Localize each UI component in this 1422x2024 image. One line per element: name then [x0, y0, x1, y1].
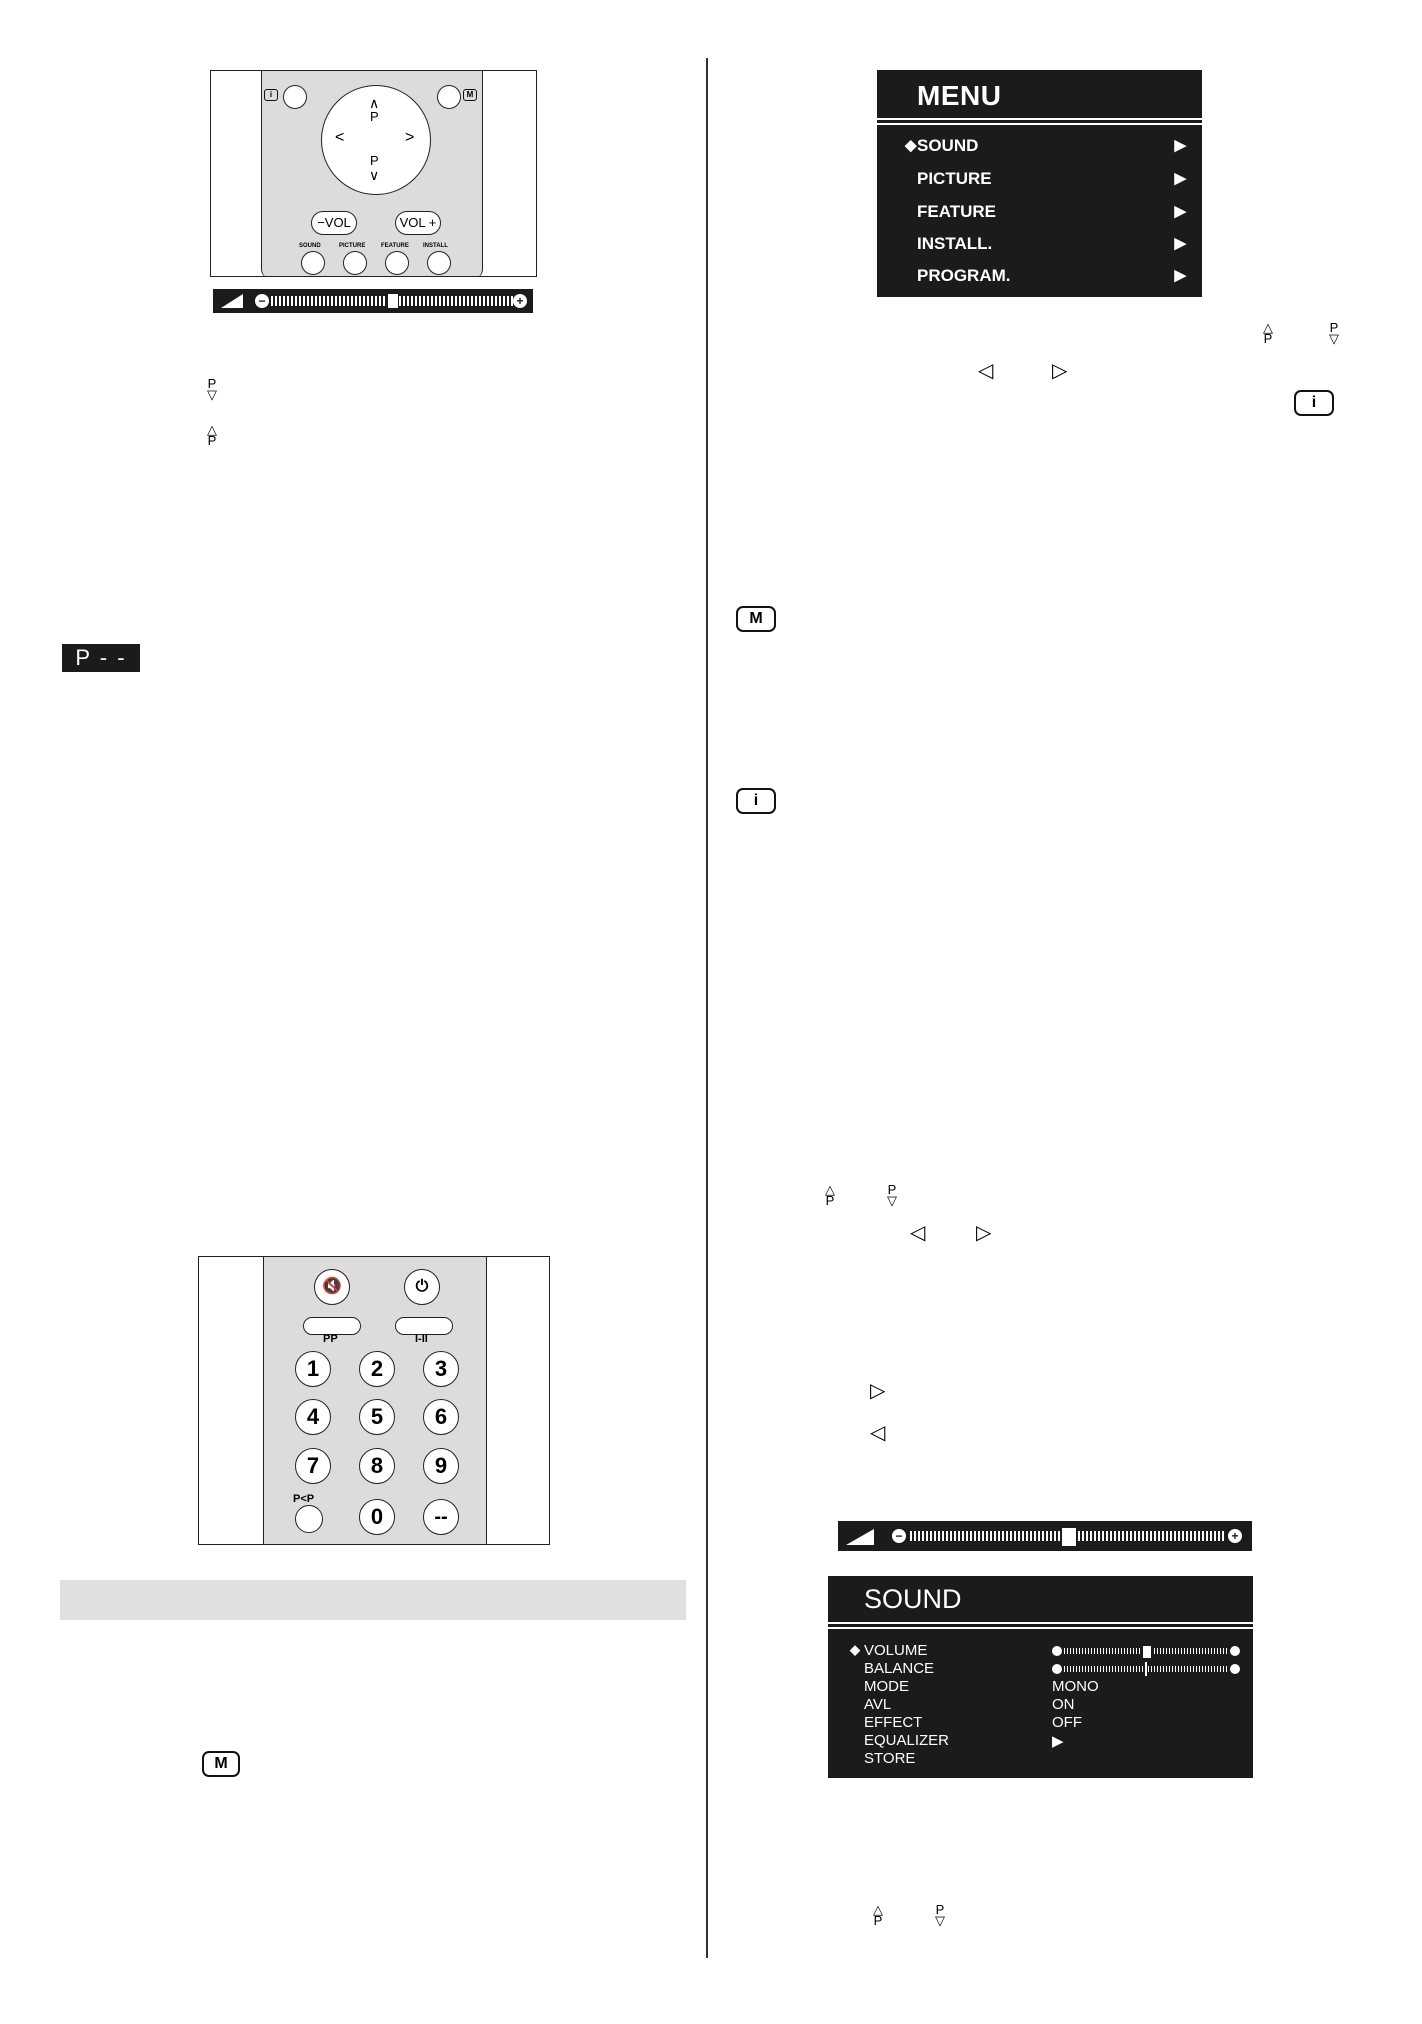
sound-button[interactable] [301, 251, 325, 275]
volume-ramp-icon [221, 294, 243, 308]
digit-9-button[interactable]: 9 [423, 1448, 459, 1484]
sound-row-mode[interactable]: MODE [864, 1678, 909, 1695]
left-triangle-icon: ◁ [978, 360, 994, 382]
p-down-symbol-right: P ▽ [1329, 320, 1339, 346]
volume-plus-icon-large: + [1228, 1529, 1242, 1543]
right-triangle-icon-mid: ▷ [976, 1222, 992, 1244]
pp-label: PP [323, 1333, 338, 1345]
menu-rule-2 [877, 123, 1202, 125]
menu-item-picture[interactable]: PICTURE [917, 169, 992, 188]
menu-item-install-arrow: ▶ [1174, 235, 1186, 252]
right-triangle-icon: ▷ [1052, 360, 1068, 382]
left-triangle-icon-mid: ◁ [910, 1222, 926, 1244]
sound-effect-value: OFF [1052, 1714, 1082, 1731]
volume-plus-icon: + [513, 294, 527, 308]
volume-bar-small [213, 289, 533, 313]
menu-item-program-arrow: ▶ [1174, 267, 1186, 284]
menu-title: MENU [917, 80, 1002, 111]
menu-icon: M [463, 89, 477, 101]
p-down-symbol-bottom: P ▽ [935, 1902, 945, 1928]
nav-right-arrow: > [405, 129, 415, 146]
sound-row-store[interactable]: STORE [864, 1750, 916, 1767]
program-number-display: P - - [62, 644, 140, 672]
volume-slider[interactable] [1052, 1646, 1240, 1656]
sound-selection-marker: ◆ [850, 1642, 860, 1657]
mute-button[interactable]: 🔇 [314, 1269, 350, 1305]
p-down-symbol-mid: P ▽ [887, 1182, 897, 1208]
sound-rule-2 [828, 1627, 1253, 1629]
feature-key-label: FEATURE [381, 243, 409, 249]
sound-avl-value: ON [1052, 1696, 1075, 1713]
volume-ramp-icon-large [846, 1529, 874, 1545]
power-button[interactable]: ⏻ [404, 1269, 440, 1305]
feature-button[interactable] [385, 251, 409, 275]
digit-2-button[interactable]: 2 [359, 1351, 395, 1387]
section-header-bar [60, 1580, 686, 1620]
nav-left-arrow: < [335, 129, 345, 146]
picture-button[interactable] [343, 251, 367, 275]
info-button-icon-1: i [1294, 390, 1334, 416]
p-up-symbol-right: △ P [1263, 320, 1273, 346]
menu-item-feature-arrow: ▶ [1174, 203, 1186, 220]
menu-item-feature[interactable]: FEATURE [917, 202, 997, 221]
swap-button[interactable] [295, 1505, 323, 1533]
p-up-symbol-bottom: △ P [873, 1902, 883, 1928]
digit-6-button[interactable]: 6 [423, 1399, 459, 1435]
dual-sound-label: I-II [415, 1333, 428, 1345]
picture-key-label: PICTURE [339, 243, 366, 249]
swap-label: P<P [293, 1493, 315, 1505]
menu-button-icon-right: M [736, 606, 776, 632]
info-button-icon-2: i [736, 788, 776, 814]
menu-button-icon: M [202, 1751, 240, 1777]
install-button[interactable] [427, 251, 451, 275]
sound-row-effect[interactable]: EFFECT [864, 1714, 923, 1731]
volume-down-button[interactable]: −VOL [311, 211, 357, 235]
nav-up-p-label: P [370, 109, 379, 124]
menu-selection-marker: ◆ [905, 137, 917, 154]
menu-item-install[interactable]: INSTALL. [917, 234, 993, 253]
menu-item-program[interactable]: PROGRAM. [917, 266, 1011, 285]
nav-down-p-label: P [370, 153, 379, 168]
p-up-symbol: △ P [207, 422, 217, 448]
nav-down-arrow: ∨ [369, 167, 380, 183]
main-menu-osd [877, 70, 1202, 297]
volume-up-button[interactable]: VOL + [395, 211, 441, 235]
volume-minus-icon: − [255, 294, 269, 308]
install-key-label: INSTALL [423, 243, 448, 249]
menu-rule-1 [877, 118, 1202, 120]
menu-item-picture-arrow: ▶ [1174, 170, 1186, 187]
digit-1-button[interactable]: 1 [295, 1351, 331, 1387]
remote-keypad-illustration [198, 1256, 550, 1545]
sound-title: SOUND [864, 1584, 962, 1614]
digit-3-button[interactable]: 3 [423, 1351, 459, 1387]
menu-button[interactable] [437, 85, 461, 109]
volume-knob-large [1061, 1527, 1077, 1547]
menu-item-sound[interactable]: SOUND [917, 136, 979, 155]
right-triangle-icon-low: ▷ [870, 1380, 886, 1402]
p-up-symbol-mid: △ P [825, 1182, 835, 1208]
column-divider [706, 58, 708, 1958]
p-down-symbol: P ▽ [207, 376, 217, 402]
sound-menu-osd [828, 1576, 1253, 1778]
volume-minus-icon-large: − [892, 1529, 906, 1543]
info-button[interactable] [283, 85, 307, 109]
volume-bar-large [838, 1521, 1252, 1551]
volume-knob [387, 293, 399, 309]
sound-row-equalizer[interactable]: EQUALIZER [864, 1732, 950, 1749]
menu-item-sound-arrow: ▶ [1174, 137, 1186, 154]
balance-slider[interactable] [1052, 1664, 1240, 1674]
info-icon: i [264, 89, 278, 101]
digit-5-button[interactable]: 5 [359, 1399, 395, 1435]
sound-mode-value: MONO [1052, 1678, 1099, 1695]
nav-up-arrow: ∧ [369, 95, 380, 111]
sound-rule-1 [828, 1622, 1253, 1624]
sound-row-avl[interactable]: AVL [864, 1696, 892, 1713]
digit-0-button[interactable]: 0 [359, 1499, 395, 1535]
sound-row-balance[interactable]: BALANCE [864, 1660, 935, 1677]
remote-top-illustration [210, 70, 537, 277]
digit-4-button[interactable]: 4 [295, 1399, 331, 1435]
sound-equalizer-arrow: ▶ [1052, 1733, 1064, 1750]
digit-8-button[interactable]: 8 [359, 1448, 395, 1484]
digit-7-button[interactable]: 7 [295, 1448, 331, 1484]
dash-button[interactable]: -- [423, 1499, 459, 1535]
sound-key-label: SOUND [299, 243, 321, 249]
left-triangle-icon-low: ◁ [870, 1422, 886, 1444]
sound-row-volume[interactable]: VOLUME [864, 1642, 928, 1659]
